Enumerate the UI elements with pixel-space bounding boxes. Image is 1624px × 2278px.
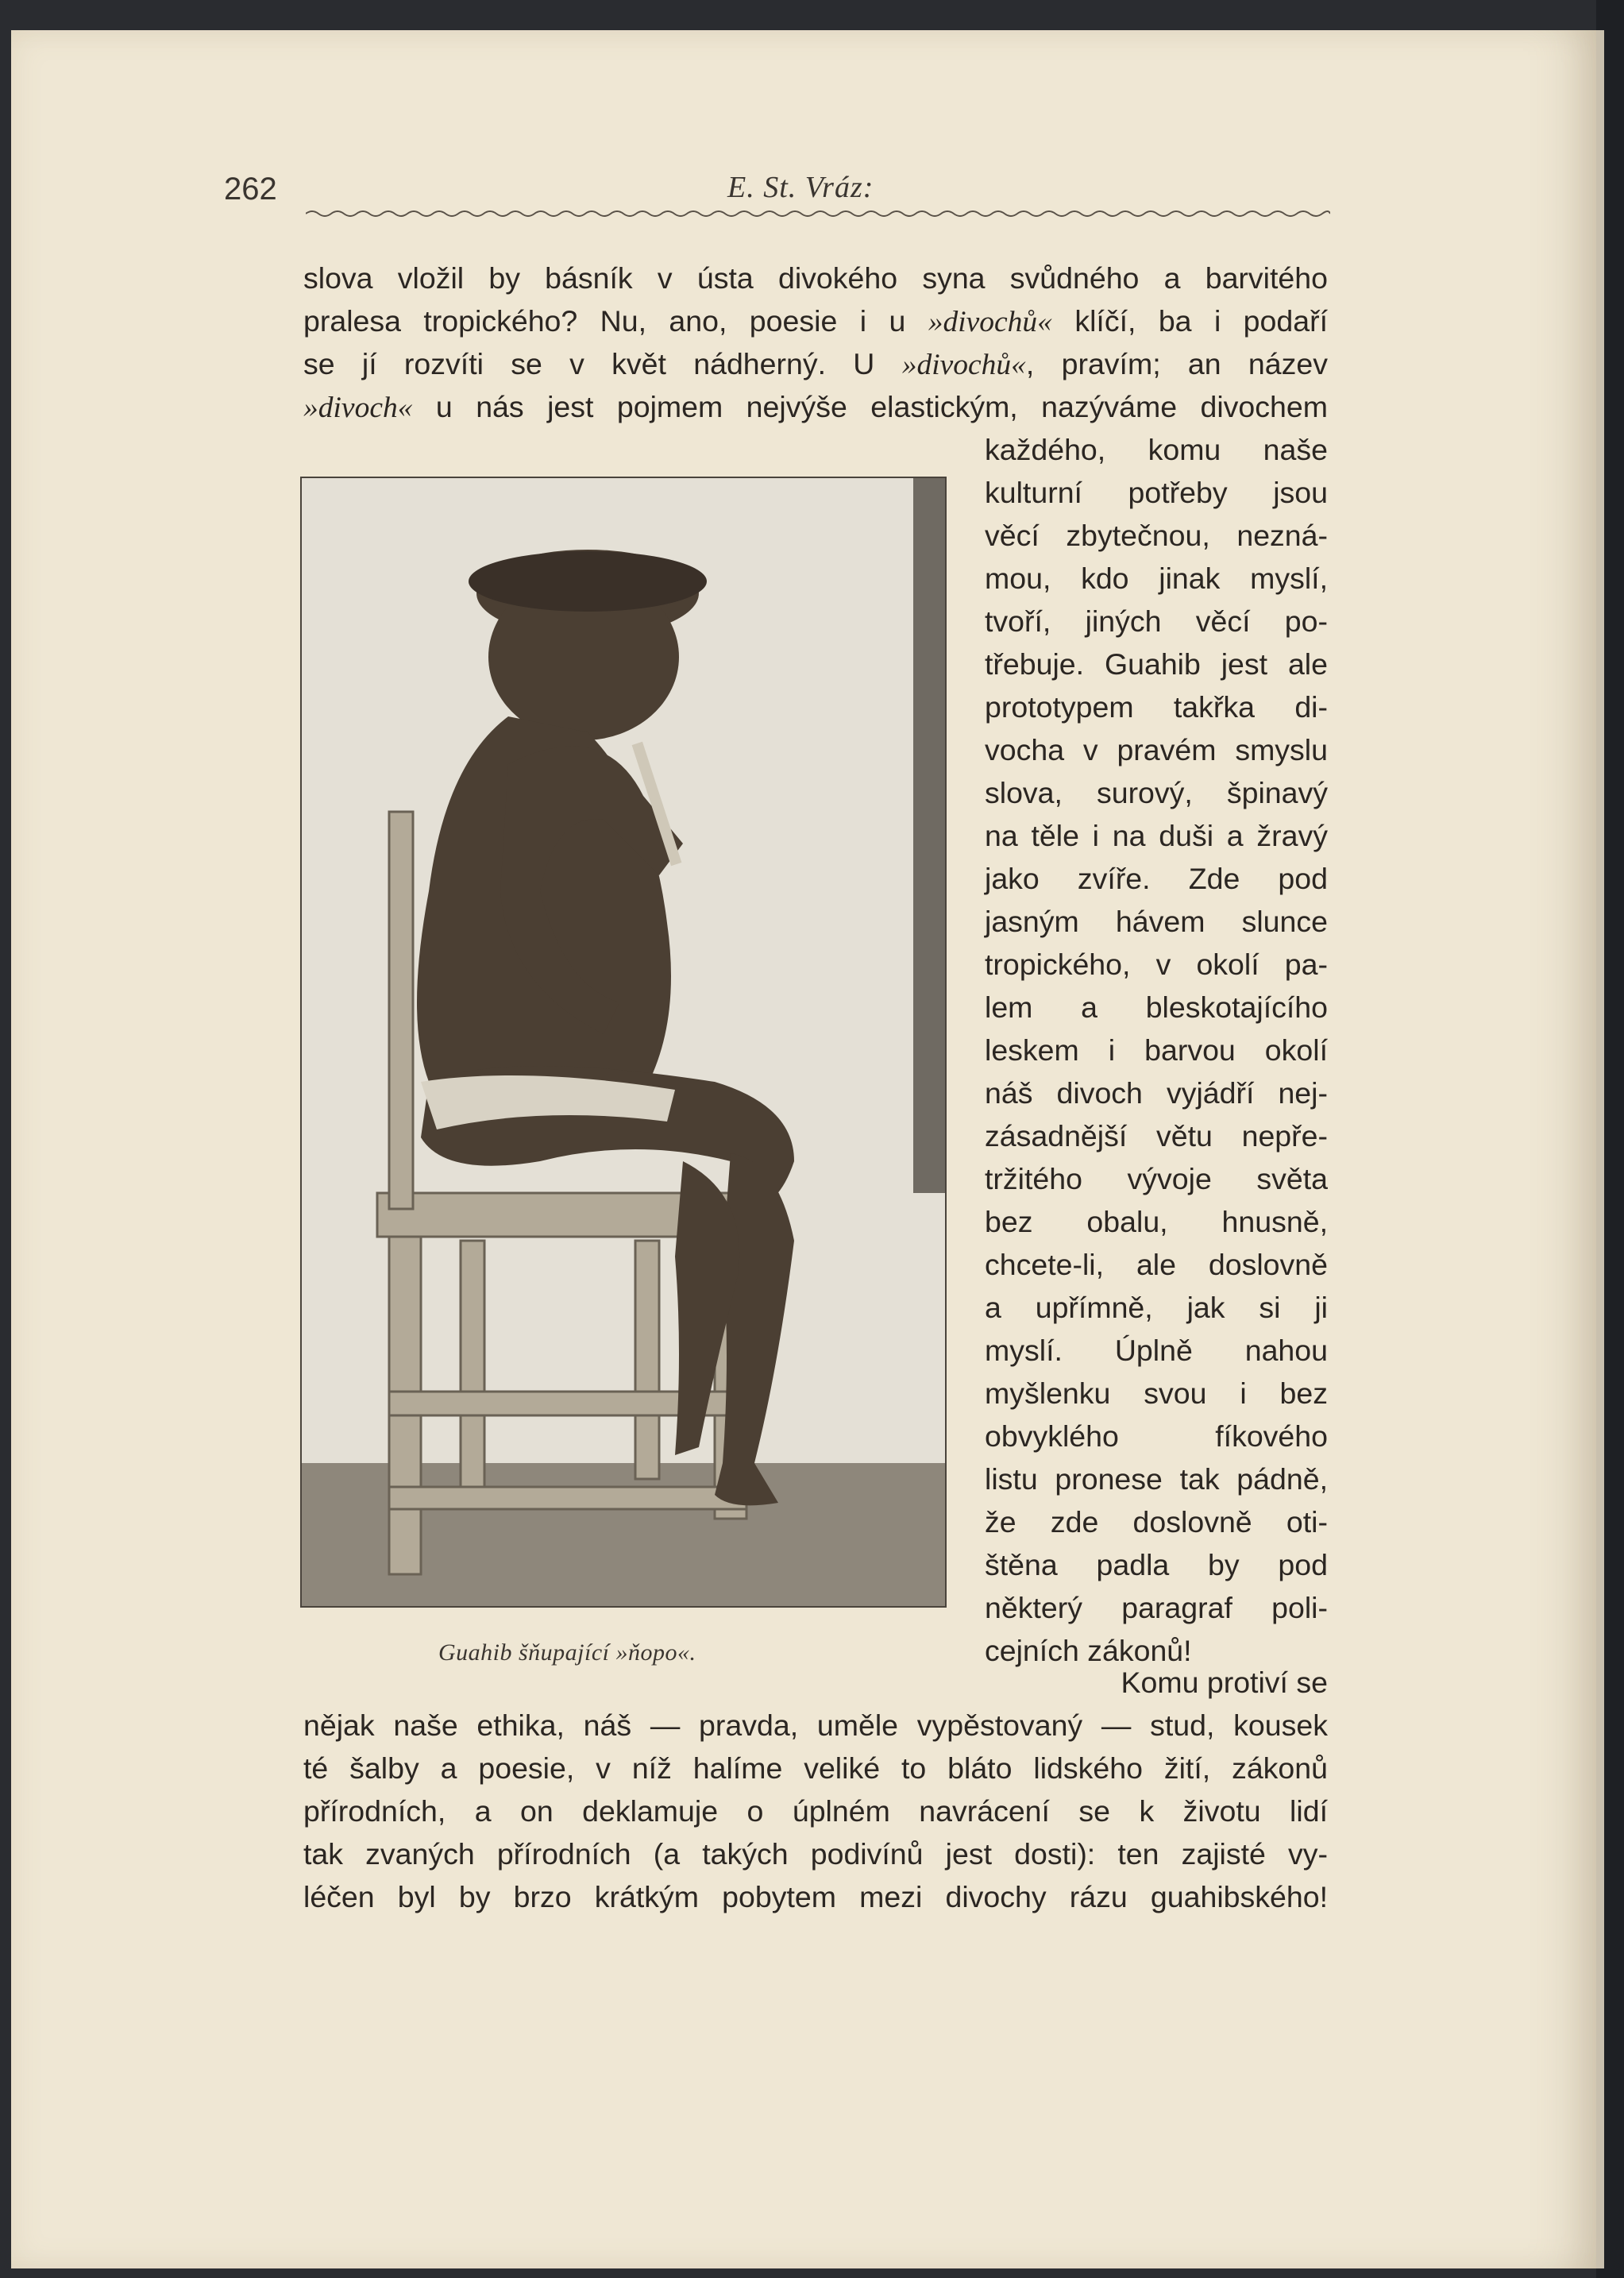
- column-line: zásadnější větu nepře-: [985, 1119, 1328, 1153]
- body-line-4: »divoch« u nás jest pojmem nejvýše elastickým, nazýváme divochem: [303, 390, 1328, 424]
- column-line: na těle i na duši a žravý: [985, 819, 1328, 852]
- column-line: jasným hávem slunce: [985, 905, 1328, 938]
- column-line: Komu protiví se: [1121, 1666, 1328, 1699]
- column-line: cejních zákonů!: [985, 1634, 1192, 1667]
- body-line-bottom: té šalby a poesie, v níž halíme veliké to bláto lidského žití, zákonů: [303, 1751, 1328, 1785]
- column-line: leskem i barvou okolí: [985, 1033, 1328, 1067]
- body-line-bottom: nějak naše ethika, náš — pravda, uměle vypěstovaný — stud, kousek: [303, 1708, 1328, 1742]
- body-line-3: se jí rozvíti se v květ nádherný. U »divochů«, pravím; an název: [303, 347, 1328, 381]
- column-line: listu pronese tak pádně,: [985, 1462, 1328, 1496]
- photograph-guahib: [300, 477, 947, 1608]
- column-line: třebuje. Guahib jest ale: [985, 647, 1328, 681]
- wavy-header-rule: [306, 208, 1330, 219]
- body-line-bottom: přírodních, a on deklamuje o úplném navrácení se k životu lidí: [303, 1794, 1328, 1828]
- column-line: a upřímně, jak si ji: [985, 1291, 1328, 1324]
- column-line: prototypem takřka di-: [985, 690, 1328, 724]
- body-line-1: slova vložil by básník v ústa divokého syna svůdného a barvitého: [303, 261, 1328, 295]
- column-line: myšlenku svou i bez: [985, 1376, 1328, 1410]
- figure-caption: Guahib šňupající »ňopo«.: [438, 1639, 696, 1666]
- body-line-bottom: léčen byl by brzo krátkým pobytem mezi divochy rázu guahibského!: [303, 1880, 1328, 1913]
- page-number: 262: [224, 172, 277, 207]
- column-line: štěna padla by pod: [985, 1548, 1328, 1581]
- column-line: bez obalu, hnusně,: [985, 1205, 1328, 1238]
- column-line: lem a bleskotajícího: [985, 990, 1328, 1024]
- running-head: E. St. Vráz:: [727, 171, 874, 204]
- body-line-bottom: tak zvaných přírodních (a takých podivínů jest dosti): ten zajisté vy-: [303, 1837, 1328, 1871]
- column-line: obvyklého fíkového: [985, 1419, 1328, 1453]
- column-line: jako zvíře. Zde pod: [985, 862, 1328, 895]
- column-line: slova, surový, špinavý: [985, 776, 1328, 809]
- photo-illustration: [302, 478, 945, 1606]
- column-line: mou, kdo jinak myslí,: [985, 562, 1328, 595]
- column-line: věcí zbytečnou, nezná-: [985, 519, 1328, 552]
- column-line: náš divoch vyjádří nej-: [985, 1076, 1328, 1110]
- column-line: chcete-li, ale doslovně: [985, 1248, 1328, 1281]
- column-line: myslí. Úplně nahou: [985, 1334, 1328, 1367]
- column-line: že zde doslovně oti-: [985, 1505, 1328, 1539]
- column-line: tropického, v okolí pa-: [985, 948, 1328, 981]
- column-line: tvoří, jiných věcí po-: [985, 604, 1328, 638]
- column-line: některý paragraf poli-: [985, 1591, 1328, 1624]
- column-line: každého, komu naše: [985, 433, 1328, 466]
- column-line: kulturní potřeby jsou: [985, 476, 1328, 509]
- column-line: tržitého vývoje světa: [985, 1162, 1328, 1195]
- column-line: vocha v pravém smyslu: [985, 733, 1328, 766]
- body-line-2: pralesa tropického? Nu, ano, poesie i u »divochů« klíčí, ba i podaří: [303, 304, 1329, 338]
